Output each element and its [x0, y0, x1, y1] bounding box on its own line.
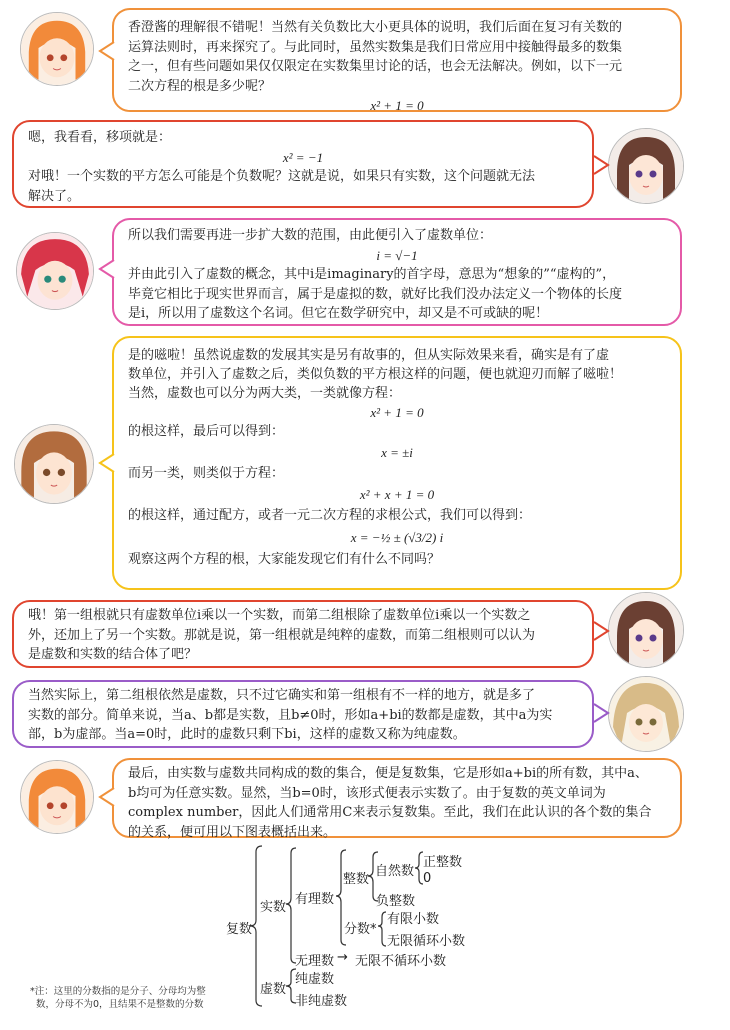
label-fraction: 分数* — [344, 922, 377, 937]
dialog-line: 数单位，并引入了虚数之后，类似负数的平方根这样的问题，便也就迎刃而解了嗞啦！ — [128, 367, 623, 382]
dialog-line: complex number，因此人们通常用C来表示复数集。至此，我们在此认识的各个数的集合 — [128, 805, 652, 820]
equation: x² = −1 — [282, 149, 324, 165]
label-irrational: 无理数 — [295, 954, 335, 969]
label-zero: 0 — [423, 871, 432, 886]
equation: x = ±i — [381, 445, 413, 460]
dialog-line: 二次方程的根是多少呢？ — [128, 78, 272, 94]
label-nonrepeating-decimal: 无限不循环小数 — [355, 954, 447, 969]
equation: x² + 1 = 0 — [370, 98, 424, 113]
dialog-line: 是的嗞啦！虽然说虚数的发展其实是另有故事的，但从实际效果来看，确实是有了虚 — [128, 348, 610, 363]
dialog-line: 对哦！一个实数的平方怎么可能是个负数呢？这就是说，如果只有实数，这个问题就无法 — [28, 169, 536, 184]
dialog-line: 之一，但有些问题如果仅仅限定在实数集里讨论的话，也会无法解决。例如，以下一元 — [128, 59, 623, 74]
dialog-line: 观察这两个方程的根，大家能发现它们有什么不同吗？ — [128, 552, 441, 567]
label-nonpure-imaginary: 非纯虚数 — [295, 994, 348, 1009]
dialog-line: 哦！第一组根就只有虚数单位i乘以一个实数，而第二组根除了虚数单位i乘以一个实数之 — [28, 608, 531, 623]
label-pure-imaginary: 纯虚数 — [295, 972, 335, 987]
equation: x² + 1 = 0 — [370, 405, 424, 420]
label-negative-integer: 负整数 — [376, 894, 416, 909]
equation: x = −½ ± (√3/2) i — [350, 530, 444, 545]
label-real: 实数 — [260, 900, 287, 915]
dialog-line: 的根这样，通过配方，或者一元二次方程的求根公式，我们可以得到： — [128, 508, 532, 523]
equation: x² + x + 1 = 0 — [359, 487, 435, 502]
label-natural: 自然数 — [375, 864, 415, 879]
dialog-line: 当然，虚数也可以分为两大类，一类就像方程： — [128, 386, 402, 401]
label-positive-integer: 正整数 — [423, 855, 463, 870]
dialog-line: 最后，由实数与虚数共同构成的数的集合，便是复数集，它是形如a+bi的所有数，其中a、 — [128, 766, 648, 781]
label-repeating-decimal: 无限循环小数 — [387, 934, 466, 949]
dialog-line: 实数的部分。简单来说，当a、b都是实数，且b≠0时，形如a+bi的数都是虚数，其中a为实 — [28, 707, 553, 723]
label-imaginary: 虚数 — [260, 982, 287, 997]
dialog-line: 是虚数和实数的结合体了吧？ — [28, 647, 198, 662]
dialog-line: 毕竟它相比于现实世界而言，属于是虚拟的数，就好比我们没办法定义一个物体的长度 — [128, 286, 623, 302]
dialog-line: 所以我们需要再进一步扩大数的范围，由此便引入了虚数单位： — [128, 228, 493, 243]
label-finite-decimal: 有限小数 — [387, 912, 440, 927]
dialog-line: 的根这样，最后可以得到： — [128, 424, 285, 439]
dialog-line: 而另一类，则类似于方程： — [128, 466, 285, 481]
label-rational: 有理数 — [295, 892, 335, 907]
dialog-line: 外，还加上了另一个实数。那就是说，第一组根就是纯粹的虚数，而第二组根则可以认为 — [28, 627, 536, 643]
dialog-line: 的关系，便可用以下图表概括出来。 — [128, 824, 337, 840]
label-integer: 整数 — [343, 872, 370, 887]
dialog-line: b均可为任意实数。显然，当b=0时，该形式便表示实数了。由于复数的英文单词为 — [128, 785, 606, 801]
footnote-line: 数，分母不为0，且结果不是整数的分数 — [36, 999, 204, 1010]
dialog-line: 部，b为虚部。当a=0时，此时的虚数只剩下bi，这样的虚数又称为纯虚数。 — [28, 727, 466, 742]
arrow-icon: → — [337, 950, 348, 965]
dialog-line: 运算法则时，再来探究了。与此同时，虽然实数集是我们日常应用中接触得最多的数集 — [128, 39, 623, 55]
footnote — [30, 985, 206, 1011]
label-complex: 复数 — [226, 922, 253, 937]
dialog-line: 香澄酱的理解很不错呢！当然有关负数比大小更具体的说明，我们后面在复习有关数的 — [128, 20, 623, 35]
dialog-line: 解决了。 — [28, 188, 81, 204]
footnote-line: *注：这里的分数指的是分子、分母均为整 — [30, 986, 206, 997]
dialog-line: 嗯，我看看，移项就是： — [28, 130, 172, 145]
dialog-line: 当然实际上，第二组根依然是虚数，只不过它确实和第一组根有不一样的地方，就是多了 — [28, 688, 536, 703]
dialog-line: 是i，所以用了虚数这个名词。但它在数学研究中，却又是不可或缺的呢！ — [128, 306, 549, 321]
equation: i = √−1 — [376, 247, 418, 263]
dialog-line: 并由此引入了虚数的概念，其中i是imaginary的首字母，意思为“想象的”“虚构的”， — [128, 267, 616, 282]
